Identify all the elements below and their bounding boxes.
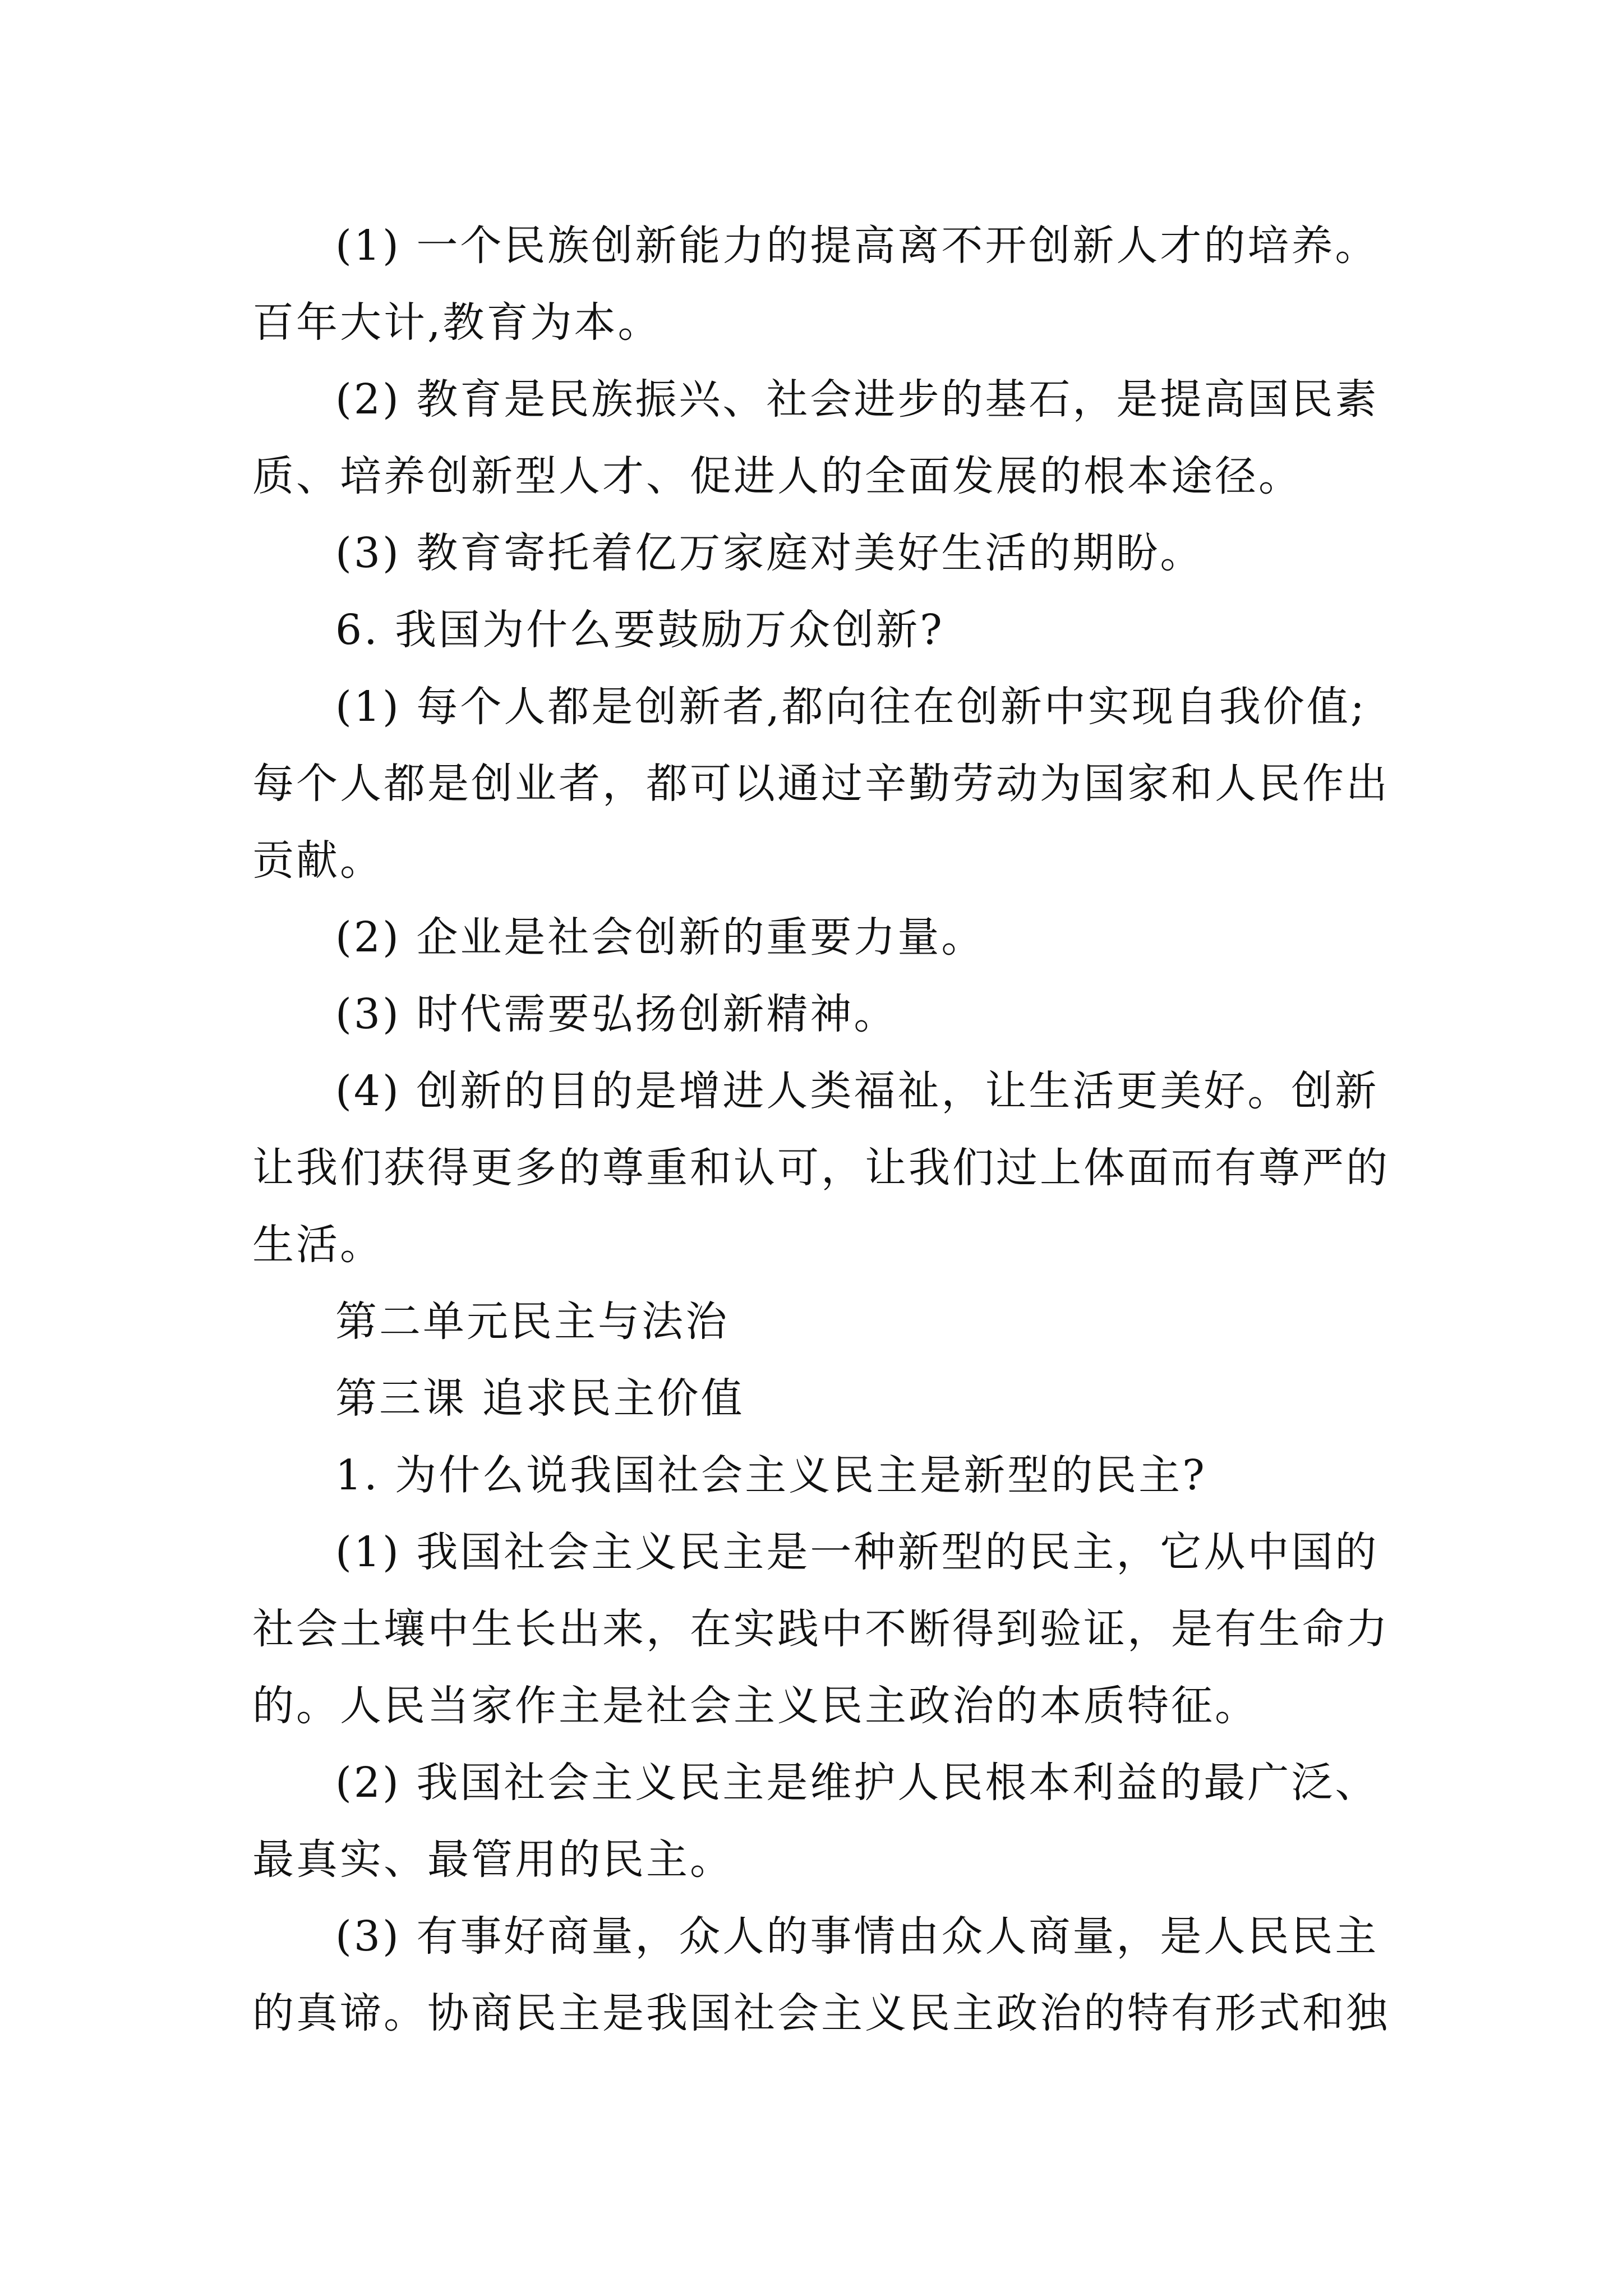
paragraph-line: 的真谛。协商民主是我国社会主义民主政治的特有形式和独 (252, 1989, 1390, 2037)
paragraph-line: 质、培养创新型人才、促进人的全面发展的根本途径。 (252, 452, 1302, 500)
paragraph-line: (3) 教育寄托着亿万家庭对美好生活的期盼。 (335, 529, 1204, 577)
paragraph-line: 最真实、最管用的民主。 (252, 1835, 734, 1884)
paragraph-line: 百年大计,教育为本。 (252, 298, 662, 347)
paragraph-line: (3) 有事好商量，众人的事情由众人商量，是人民民主 (335, 1912, 1379, 1961)
paragraph-line: (2) 教育是民族振兴、社会进步的基石，是提高国民素 (335, 375, 1379, 424)
paragraph-line: 的。人民当家作主是社会主义民主政治的本质特征。 (252, 1682, 1258, 1730)
paragraph-line: 每个人都是创业者，都可以通过辛勤劳动为国家和人民作出 (252, 760, 1390, 808)
paragraph-line: (3) 时代需要弘扬创新精神。 (335, 990, 898, 1038)
question-heading: 6. 我国为什么要鼓励万众创新? (335, 606, 944, 654)
question-heading: 1. 为什么说我国社会主义民主是新型的民主? (335, 1451, 1207, 1499)
paragraph-line: 让我们获得更多的尊重和认可，让我们过上体面而有尊严的 (252, 1144, 1390, 1192)
paragraph-line: (1) 一个民族创新能力的提高离不开创新人才的培养。 (335, 222, 1379, 270)
lesson-heading: 第三课 追求民主价值 (335, 1374, 745, 1423)
paragraph-line: 生活。 (252, 1221, 384, 1269)
document-body (252, 208, 1390, 2052)
paragraph-line: (1) 我国社会主义民主是一种新型的民主，它从中国的 (335, 1528, 1379, 1576)
unit-heading: 第二单元民主与法治 (335, 1297, 729, 1346)
paragraph-line: (1) 每个人都是创新者,都向往在创新中实现自我价值; (335, 683, 1367, 731)
paragraph-line: (4) 创新的目的是增进人类福祉，让生活更美好。创新 (335, 1067, 1379, 1115)
paragraph-line: (2) 企业是社会创新的重要力量。 (335, 913, 985, 961)
paragraph-line: 贡献。 (252, 836, 384, 885)
paragraph-line: 社会土壤中生长出来，在实践中不断得到验证，是有生命力 (252, 1605, 1390, 1653)
paragraph-line: (2) 我国社会主义民主是维护人民根本利益的最广泛、 (335, 1759, 1379, 1807)
